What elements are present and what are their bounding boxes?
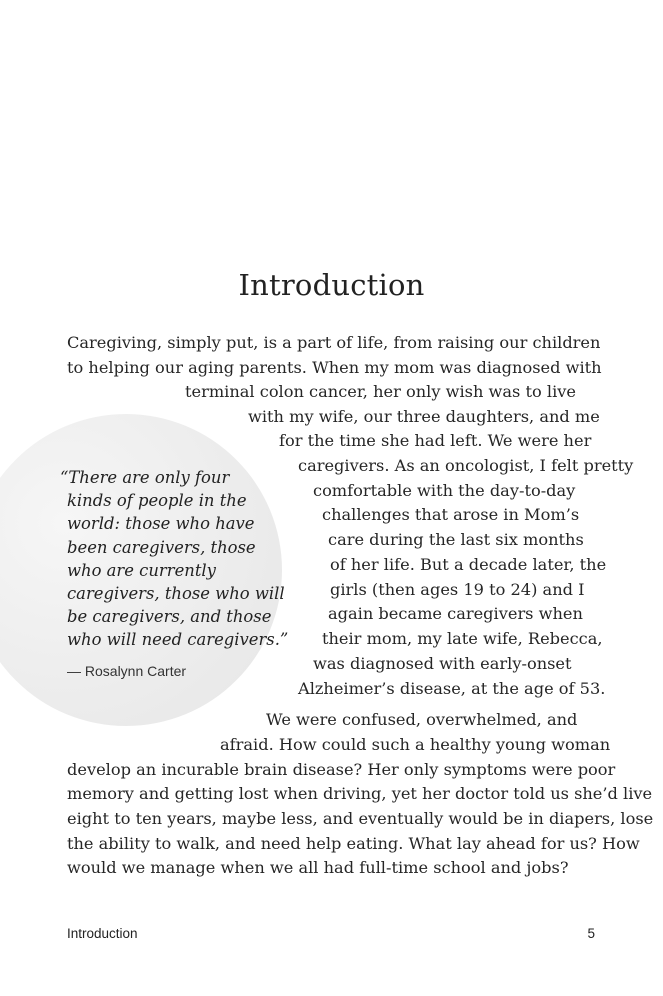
body-line: girls (then ages 19 to 24) and I	[330, 580, 585, 599]
body-line: care during the last six months	[328, 530, 584, 549]
body-line: memory and getting lost when driving, yet her doctor told us she’d live	[67, 784, 653, 803]
footer-section-title: Introduction	[67, 926, 138, 941]
page-number: 5	[587, 926, 595, 941]
body-line: Caregiving, simply put, is a part of life, from raising our children	[67, 333, 601, 352]
body-line: caregivers. As an oncologist, I felt pretty	[298, 456, 634, 475]
page-title: Introduction	[238, 268, 425, 302]
body-line: We were confused, overwhelmed, and	[266, 710, 578, 729]
body-line: terminal colon cancer, her only wish was to live	[185, 382, 576, 401]
quote-line: be caregivers, and those	[67, 607, 272, 626]
body-line: comfortable with the day-to-day	[313, 481, 576, 500]
body-line: the ability to walk, and need help eating. What lay ahead for us? How	[67, 834, 640, 853]
quote-line: who are currently	[67, 561, 216, 580]
body-line: their mom, my late wife, Rebecca,	[322, 629, 603, 648]
quote-line: who will need caregivers.”	[67, 630, 289, 649]
body-line: again became caregivers when	[328, 604, 583, 623]
quote-line: caregivers, those who will	[67, 584, 285, 603]
body-line: with my wife, our three daughters, and me	[248, 407, 600, 426]
body-line: develop an incurable brain disease? Her only symptoms were poor	[67, 760, 616, 779]
body-line: of her life. But a decade later, the	[330, 555, 607, 574]
body-line: eight to ten years, maybe less, and eventually would be in diapers, lose	[67, 809, 654, 828]
body-line: to helping our aging parents. When my mom was diagnosed with	[67, 358, 602, 377]
quote-line: “There are only four	[60, 468, 230, 487]
body-line: would we manage when we all had full-time school and jobs?	[67, 858, 569, 877]
quote-line: been caregivers, those	[67, 538, 256, 557]
quote-line: world: those who have	[67, 514, 255, 533]
body-line: was diagnosed with early-onset	[313, 654, 572, 673]
quote-line: kinds of people in the	[67, 491, 247, 510]
body-line: afraid. How could such a healthy young woman	[220, 735, 611, 754]
body-line: for the time she had left. We were her	[279, 431, 592, 450]
body-line: Alzheimer’s disease, at the age of 53.	[298, 679, 606, 698]
body-line: challenges that arose in Mom’s	[322, 505, 580, 524]
quote-attribution: — Rosalynn Carter	[67, 663, 187, 679]
